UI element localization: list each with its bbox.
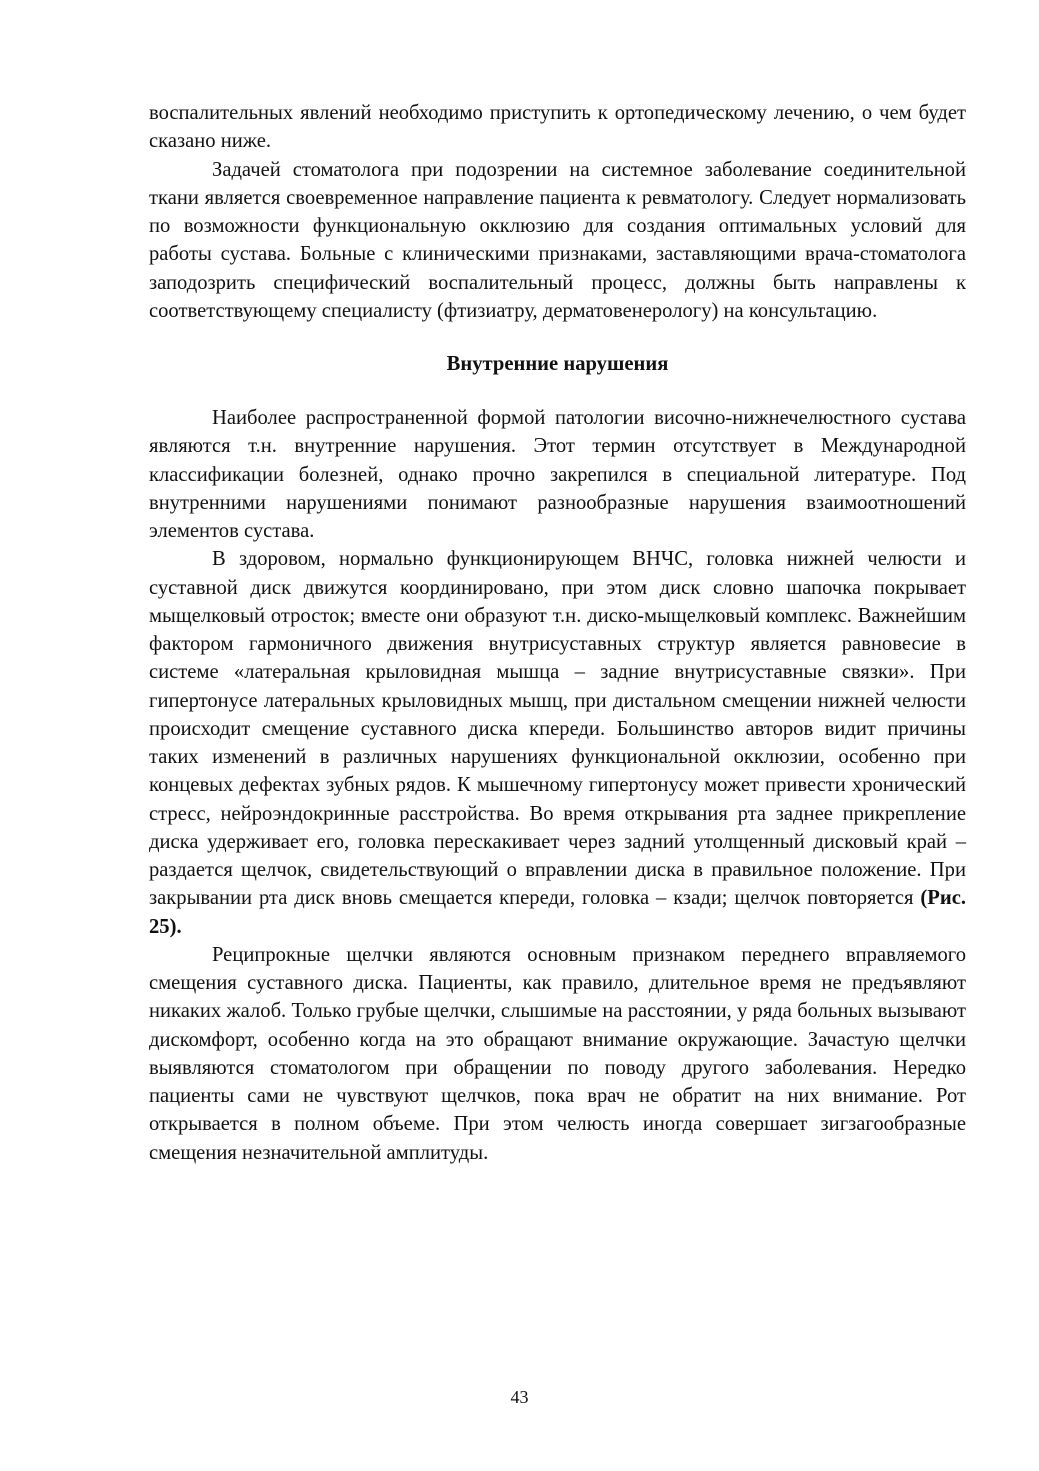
page-number: 43 <box>510 1387 529 1407</box>
paragraph-continuation: воспалительных явлений необходимо приступить к ортопедическому лечению, о чем будет сказано ниже. <box>149 102 966 153</box>
paragraph-healthy-joint-text: В здоровом, нормально функционирующем ВНЧС, головка нижней челюсти и суставной диск движутся координировано, при этом диск словно шапочка покрывает мыщелковый отросток; вместе они образуют т.н. диско-мыщелковый комплекс. Важнейшим фактором гармоничного движения внутрисуставных структур является равновесие в системе «латеральная крыловидная мышца – задние внутрисуставные связки». При гипертонусе латеральных крыловидных мышц, при дистальном смещении нижней челюсти происходит смещение суставного диска кпереди. Большинство авторов видит причины таких изменений в различных нарушениях функциональной окклюзии, особенно при концевых дефектах зубных рядов. К мышечному гипертонусу может привести хронический стресс, нейроэндокринные расстройства. Во время открывания рта заднее прикрепление диска удерживает его, головка перескакивает через задний утолщенный дисковый край – раздается щелчок, свидетельствующий о вправлении диска в правильное положение. При закрывании рта диск вновь смещается кпереди, головка – кзади; щелчок повторяется <box>149 548 966 910</box>
paragraph-stomatologist-task: Задачей стоматолога при подозрении на системное заболевание соединительной ткани является своевременное направление пациента к ревматологу. Следует нормализовать по возможности функциональную окклюзию для создания оптимальных условий для работы сустава. Больные с клиническими признаками, заставляющими врача-стоматолога заподозрить специфический воспалительный процесс, должны быть направлены к соответствующему специалисту (фтизиатру, дерматовенерологу) на консультацию. <box>149 158 966 322</box>
paragraph-healthy-joint <box>149 545 966 941</box>
page-body <box>149 99 966 1167</box>
paragraph-internal-disorders: Наиболее распространенной формой патологии височно-нижнечелюстного сустава являются т.н. внутренние нарушения. Этот термин отсутствует в Международной классификации болезней, однако прочно закрепился в специальной литературе. Под внутренними нарушениями понимают разнообразные нарушения взаимоотношений элементов сустава. <box>149 407 966 542</box>
paragraph-reciprocal-clicks: Реципрокные щелчки являются основным признаком переднего вправляемого смещения суставного диска. Пациенты, как правило, длительное время не предъявляют никаких жалоб. Только грубые щелчки, слышимые на расстоянии, у ряда больных вызывают дискомфорт, особенно когда на это обращают внимание окружающие. Зачастую щелчки выявляются стоматологом при обращении по поводу другого заболевания. Нередко пациенты сами не чувствуют щелчков, пока врач не обратит на них внимание. Рот открывается в полном объеме. При этом челюсть иногда совершает зигзагообразные смещения незначительной амплитуды. <box>149 943 966 1164</box>
figure-reference: (Рис. 25). <box>149 887 966 938</box>
section-heading: Внутренние нарушения <box>446 353 669 375</box>
